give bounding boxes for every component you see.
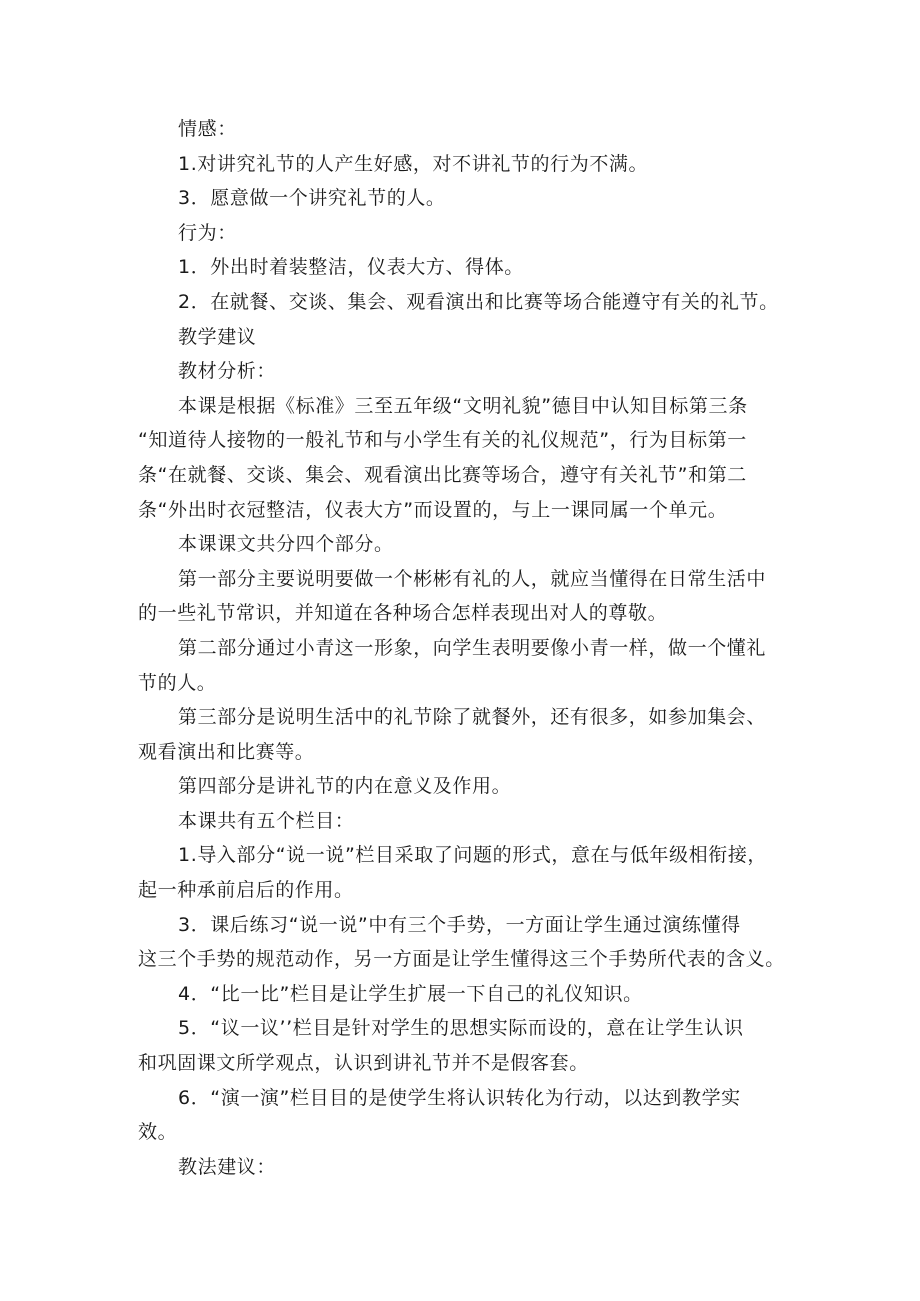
text-line: 这三个手势的规范动作，另一方面是让学生懂得这三个手势所代表的含义。 — [138, 948, 785, 971]
text-line: 1.导入部分“说一说”栏目采取了问题的形式，意在与低年级相衔接， — [178, 844, 768, 867]
text-line: 3．愿意做一个讲究礼节的人。 — [178, 187, 446, 210]
text-line: 和巩固课文所学观点，认识到讲礼节并不是假客套。 — [138, 1052, 589, 1075]
text-line: 教法建议： — [178, 1155, 277, 1178]
text-line: 行为： — [178, 221, 237, 244]
text-line: 2．在就餐、交谈、集会、观看演出和比赛等场合能遵守有关的礼节。 — [178, 290, 779, 313]
text-line: 节的人。 — [138, 671, 217, 694]
text-line: 第四部分是讲礼节的内在意义及作用。 — [178, 775, 512, 798]
text-line: 本课共有五个栏目： — [178, 809, 355, 832]
text-line: 教材分析： — [178, 360, 277, 383]
text-line: “知道待人接物的一般礼节和与小学生有关的礼仪规范”，行为目标第一 — [138, 429, 747, 452]
text-line: 情感： — [178, 118, 237, 140]
text-line: 本课课文共分四个部分。 — [178, 533, 394, 556]
text-line: 本课是根据《标准》三至五年级“文明礼貌”德目中认知目标第三条 — [178, 394, 748, 417]
text-line: 1．外出时着装整洁，仪表大方、得体。 — [178, 256, 524, 279]
text-line: 第一部分主要说明要做一个彬彬有礼的人，就应当懂得在日常生活中 — [178, 567, 767, 590]
text-line: 起一种承前启后的作用。 — [138, 879, 354, 902]
document-body — [138, 112, 798, 1184]
text-line: 条“外出时衣冠整洁，仪表大方”而设置的，与上一课同属一个单元。 — [138, 498, 728, 521]
text-line: 1.对讲究礼节的人产生好感，对不讲礼节的行为不满。 — [178, 152, 649, 175]
text-line: 4．“比一比”栏目是让学生扩展一下自己的礼仪知识。 — [178, 982, 643, 1005]
text-line: 的一些礼节常识，并知道在各种场合怎样表现出对人的尊敬。 — [138, 602, 668, 625]
text-line: 3．课后练习“说一说”中有三个手势，一方面让学生通过演练懂得 — [178, 913, 741, 936]
text-line: 第三部分是说明生活中的礼节除了就餐外，还有很多，如参加集会、 — [178, 706, 767, 729]
text-line: 第二部分通过小青这一形象，向学生表明要像小青一样，做一个懂礼 — [178, 636, 767, 659]
text-line: 5．“议一议’’栏目是针对学生的思想实际而设的，意在让学生认识 — [178, 1017, 744, 1040]
text-line: 6．“演一演”栏目目的是使学生将认识转化为行动，以达到教学实 — [178, 1086, 741, 1109]
text-line: 条“在就餐、交谈、集会、观看演出比赛等场合，遵守有关礼节”和第二 — [138, 463, 747, 486]
text-line: 教学建议 — [178, 325, 257, 348]
text-line: 效。 — [138, 1121, 178, 1144]
text-line: 观看演出和比赛等。 — [138, 740, 315, 763]
